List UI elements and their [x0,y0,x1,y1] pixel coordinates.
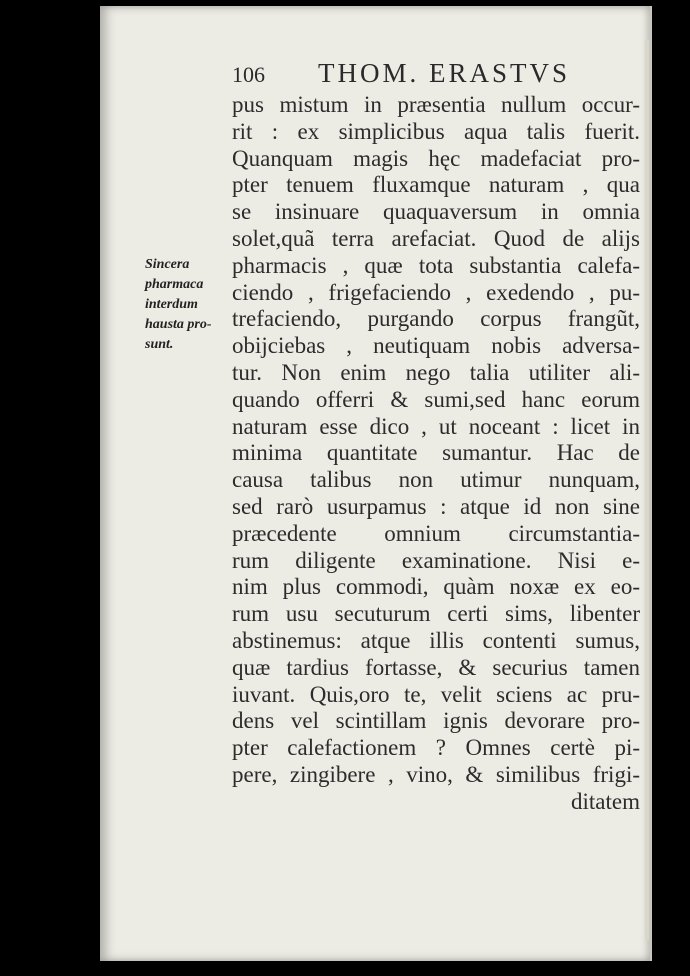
marginal-note-line: pharmaca [145,277,204,292]
marginal-note-line: sunt. [145,337,174,352]
text-line: pharmacis , quæ tota substantia calefa- [232,252,640,278]
running-head: THOM. ERASTVS [318,58,571,88]
text-line: se insinuare quaquaversum in omnia [232,199,640,225]
text-line: trefaciendo, purgando corpus frangũt, [232,306,640,332]
marginal-note-line: Sincera [145,257,190,272]
text-line: Quanquam magis hęc madefaciat pro- [232,145,640,171]
text-line: dens vel scintillam ignis devorare pro- [232,708,640,734]
text-line: pter calefactionem ? Omnes certè pi- [232,735,640,761]
page-header [232,58,632,92]
page-edge [645,40,649,940]
text-line: tur. Non enim nego talia utiliter ali- [232,359,640,385]
text-line: ciendo , frigefaciendo , exedendo , pu- [232,279,640,305]
marginal-note [145,255,235,355]
text-line: rit : ex simplicibus aqua talis fuerit. [232,118,640,144]
text-line: causa talibus non utimur nunquam, [232,467,640,493]
text-line: pter tenuem fluxamque naturam , qua [232,172,640,198]
text-line: præcedente omnium circumstantia- [232,520,640,546]
marginal-note-line: interdum [145,297,198,312]
text-line: rum usu secuturum certi sims, libenter [232,601,640,627]
text-line: pus mistum in præsentia nullum occur- [232,92,640,117]
text-line: pere, zingibere , vino, & similibus frigi- [232,761,640,787]
text-line: abstinemus: atque illis contenti sumus, [232,627,640,653]
page-number: 106 [232,62,265,87]
marginal-note-line: hausta pro- [145,317,212,332]
body-text [232,92,640,816]
text-line: obijciebas , neutiquam nobis adversa- [232,333,640,359]
text-line: quando offerri & sumi,sed hanc eorum [232,386,640,412]
text-line: iuvant. Quis,oro te, velit sciens ac pru- [232,681,640,707]
text-line: sed rarò usurpamus : atque id non sine [232,493,640,519]
text-line: minima quantitate sumantur. Hac de [232,440,640,466]
catchword: ditatem [571,788,640,814]
text-line: solet,quã terra arefaciat. Quod de alijs [232,225,640,251]
text-line: naturam esse dico , ut noceant : licet in [232,413,640,439]
text-line: rum diligente examinatione. Nisi e- [232,547,640,573]
text-line: quæ tardius fortasse, & securius tamen [232,654,640,680]
text-line: nim plus commodi, quàm noxæ ex eo- [232,574,640,600]
